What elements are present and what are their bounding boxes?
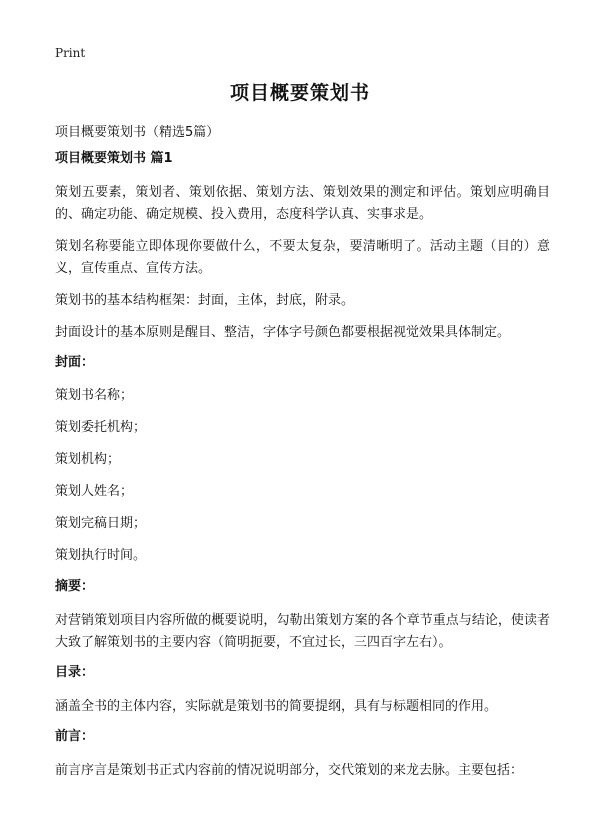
abstract-text: 对营销策划项目内容所做的概要说明，勾勒出策划方案的各个章节重点与结论，使读者大致了解策划书的主要内容（简明扼要，不宜过长，三四百字左右）。 [55, 613, 550, 650]
paragraph-elements: 策划五要素，策划者、策划依据、策划方法、策划效果的测定和评估。策划应明确目的、确定功能、确定规模、投入费用，态度科学认真、实事求是。 [55, 185, 550, 222]
cover-item: 策划执行时间。 [55, 548, 147, 563]
preface-text: 前言序言是策划书正式内容前的情况说明部分，交代策划的来龙去脉。主要包括： [55, 763, 524, 778]
document-title: 项目概要策划书 [229, 82, 370, 104]
section-title: 项目概要策划书 篇1 [55, 151, 173, 166]
abstract-heading: 摘要： [55, 579, 95, 594]
cover-item: 策划人姓名； [55, 484, 134, 499]
paragraph-structure: 策划书的基本结构框架：封面，主体，封底，附录。 [55, 293, 355, 308]
cover-heading: 封面： [55, 355, 95, 370]
document-subtitle: 项目概要策划书（精选5篇） [55, 125, 220, 140]
cover-item: 策划书名称； [55, 388, 134, 403]
preface-heading: 前言： [55, 729, 95, 744]
document-body [55, 150, 550, 792]
toc-text: 涵盖全书的主体内容，实际就是策划书的简要提纲，具有与标题相同的作用。 [55, 699, 498, 714]
paragraph-cover-design: 封面设计的基本原则是醒目、整洁，字体字号颜色都要根据视觉效果具体制定。 [55, 325, 511, 340]
cover-item: 策划完稿日期； [55, 516, 147, 531]
print-label: Print [55, 46, 86, 60]
cover-item: 策划委托机构； [55, 420, 147, 435]
cover-item: 策划机构； [55, 452, 121, 467]
toc-heading: 目录： [55, 665, 95, 680]
paragraph-naming: 策划名称要能立即体现你要做什么，不要太复杂，要清晰明了。活动主题（目的）意义，宣传重点、宣传方法。 [55, 239, 550, 276]
